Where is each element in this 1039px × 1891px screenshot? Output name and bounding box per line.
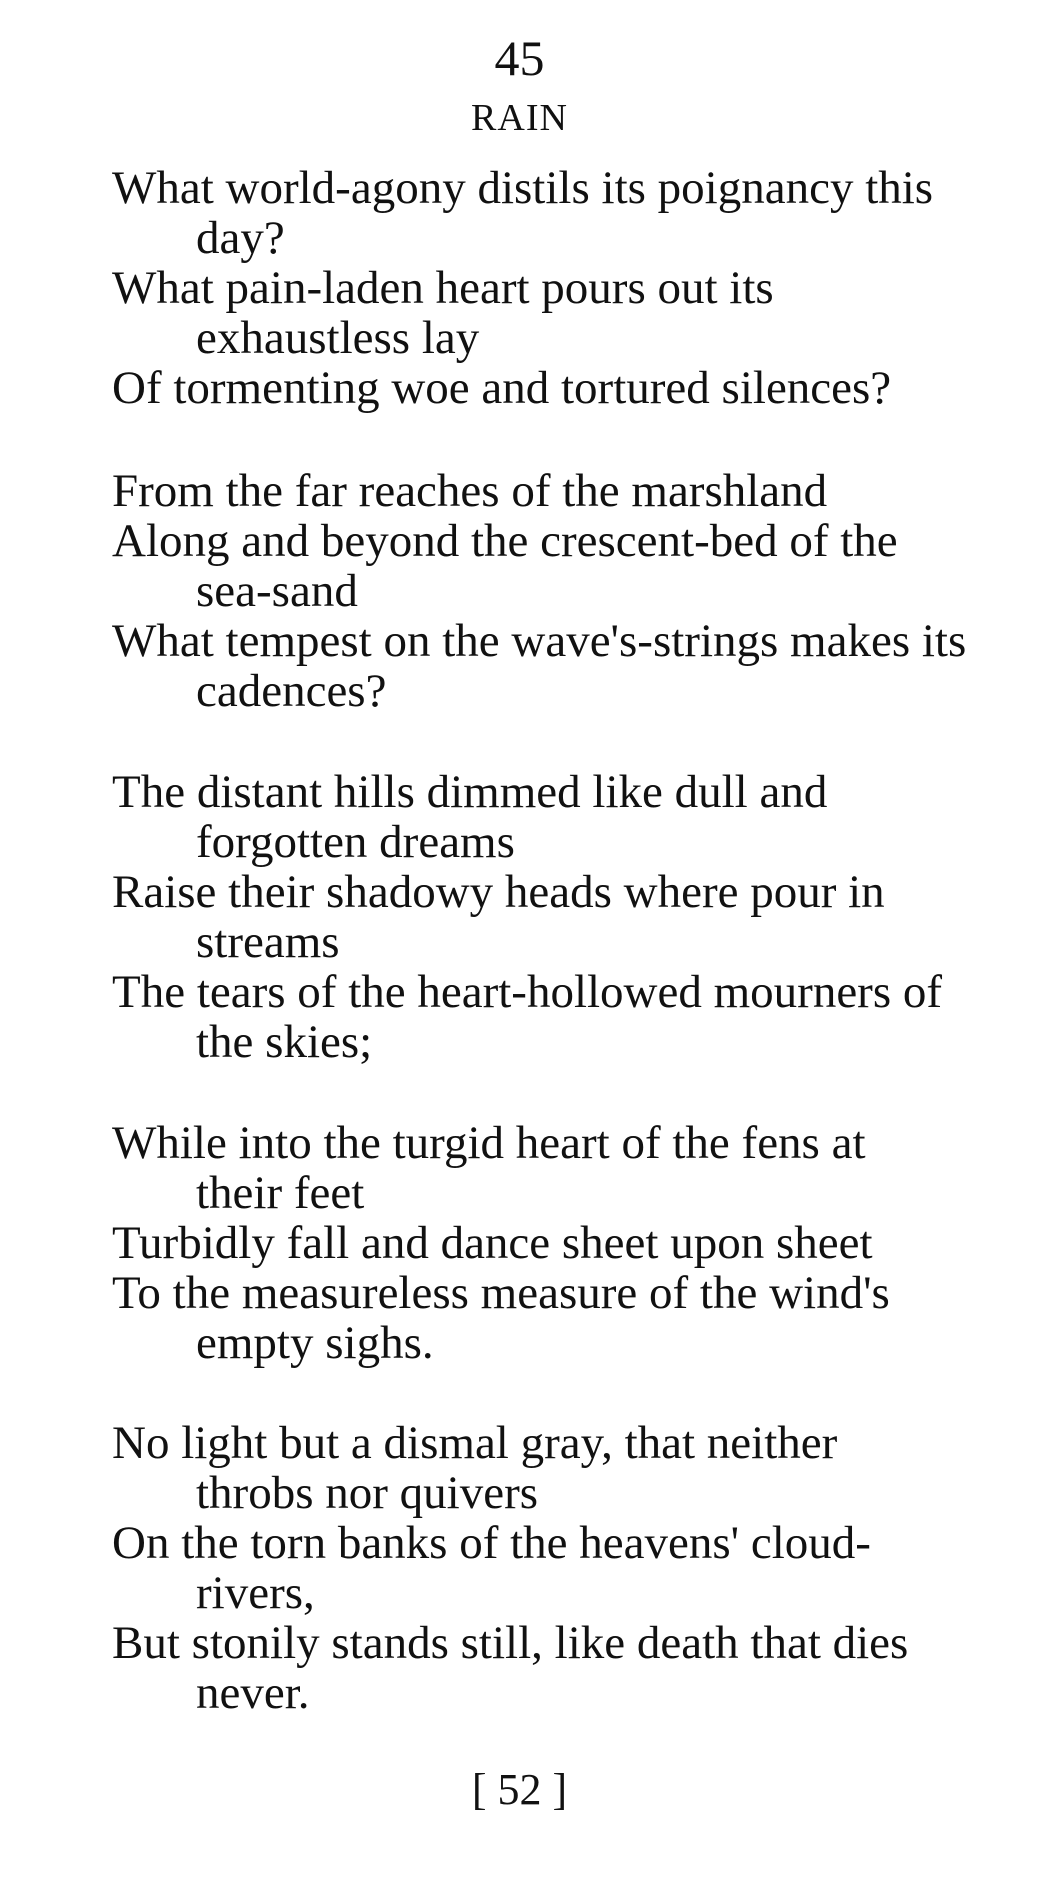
verse-line-continuation: their feet — [196, 1167, 365, 1219]
verse-line-continuation: streams — [196, 916, 340, 968]
poem-number: 45 — [494, 30, 545, 86]
verse-line-continuation: forgotten dreams — [196, 816, 515, 868]
verse-line: Raise their shadowy heads where pour in — [112, 866, 885, 918]
page-number: [ 52 ] — [471, 1765, 568, 1814]
stanza-2 — [112, 466, 1012, 716]
verse-line: What pain-laden heart pours out its — [112, 262, 774, 314]
poem-title: RAIN — [471, 97, 568, 139]
verse-line-continuation: rivers, — [196, 1567, 315, 1619]
verse-line: Of tormenting woe and tortured silences? — [112, 362, 892, 414]
verse-line: Turbidly fall and dance sheet upon sheet — [112, 1217, 873, 1269]
stanza-1 — [112, 163, 1012, 413]
stanza-5 — [112, 1418, 1012, 1718]
verse-line: The tears of the heart-hollowed mourners of — [112, 966, 943, 1018]
verse-line: From the far reaches of the marshland — [112, 465, 828, 517]
verse-line-continuation: day? — [196, 212, 285, 264]
verse-line: While into the turgid heart of the fens at — [112, 1117, 866, 1169]
verse-line: Along and beyond the crescent-bed of the — [112, 515, 898, 567]
verse-line-continuation: sea-sand — [196, 565, 358, 617]
verse-line-continuation: the skies; — [196, 1016, 373, 1068]
verse-line: What tempest on the wave's-strings makes its — [112, 615, 967, 667]
verse-line: What world-agony distils its poignancy this — [112, 162, 934, 214]
verse-line: But stonily stands still, like death that dies — [112, 1617, 909, 1669]
verse-line: No light but a dismal gray, that neither — [112, 1417, 838, 1469]
stanza-3 — [112, 767, 1012, 1067]
stanza-4 — [112, 1118, 1012, 1368]
verse-line: To the measureless measure of the wind's — [112, 1267, 890, 1319]
verse-line-continuation: cadences? — [196, 665, 387, 717]
verse-line-continuation: throbs nor quivers — [196, 1467, 539, 1519]
verse-line-continuation: empty sighs. — [196, 1317, 434, 1369]
verse-line: The distant hills dimmed like dull and — [112, 766, 828, 818]
verse-line: On the torn banks of the heavens' cloud- — [112, 1517, 871, 1569]
verse-line-continuation: never. — [196, 1667, 310, 1719]
verse-line-continuation: exhaustless lay — [196, 312, 480, 364]
